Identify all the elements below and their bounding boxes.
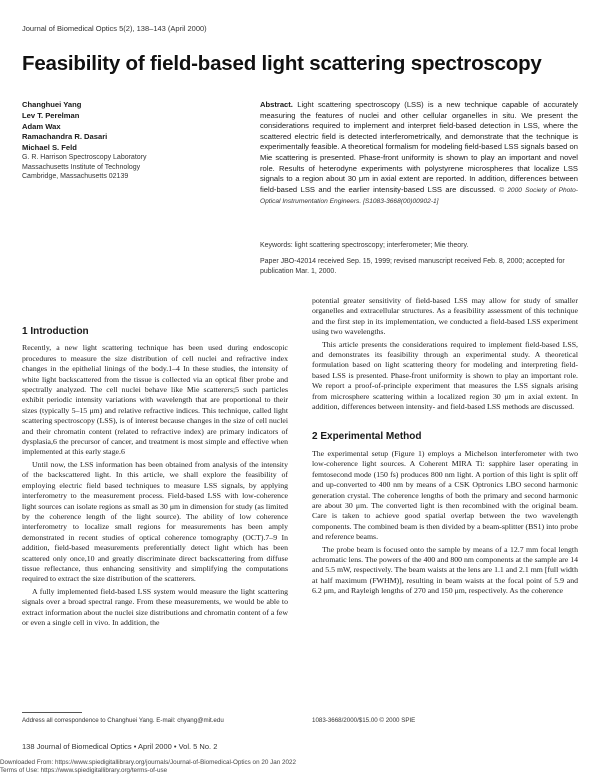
section-heading-introduction: 1 Introduction — [22, 326, 89, 337]
right-column — [312, 296, 578, 597]
download-url-line[interactable]: Downloaded From: https://www.spiedigitallibrary.org/journals/Journal-of-Biomedical-Optics on 20 Jan 2022 — [0, 759, 296, 766]
author-list — [22, 100, 237, 154]
author-name: Changhuei Yang — [22, 100, 82, 109]
body-paragraph: The experimental setup (Figure 1) employs a Michelson interferometer with two low-coherence light sources. A Coherent MIRA Ti: sapphire laser operating in femtosecond mode (150 fs) produces 800 nm light. A portion of this light is split off and up-converted to 400 nm by means of a CSK Optronics LBO second harmonic generation crystal. The coherence lengths of both the primary and second harmonic are about 30 μm. The converted light is then recombined with the original beam. Care is taken to achieve good spatial overlap between the two wavelength components. The combined beam is then divided by a beam-splitter (BS1) into probe and reference beams. — [312, 448, 578, 542]
affiliation-line: Massachusetts Institute of Technology — [22, 163, 141, 171]
paper-history: Paper JBO-42014 received Sep. 15, 1999; revised manuscript received Feb. 8, 2000; accepted for publication Mar. 1, 2000. — [260, 258, 565, 275]
author-name: Michael S. Feld — [22, 143, 77, 153]
issn-footnote: 1083-3668/2000/$15.00 © 2000 SPIE — [312, 717, 416, 724]
left-column — [22, 327, 288, 628]
body-paragraph: Until now, the LSS information has been obtained from analysis of the intensity of the backscattered light. In this article, we shall explore the feasibility of employing electric field based techniques to measure LSS signals, by applying interferometry to the measurement process. Field-based LSS with low-coherence light sources can isolate regions as small as 30 μm in dimension for study (as limited by the coherence length of the light source). The ability of low coherence interferometry to localize small regions for measurements has been amply demonstrated in recent studies of optical coherence tomography (OCT).7–9 In addition, field-based measurements preferentially detect light which has been scattered only once,10 and greatly discriminate direct backscattering from diffuse tissue reflectance, thus enhancing sensitivity and simplifying the computations required to extract the size distribution of the scatterers. — [22, 459, 288, 584]
author-name: Adam Wax — [22, 121, 61, 131]
body-paragraph: This article presents the considerations required to implement field-based LSS, and demonstrates its feasibility through an experimental study. A theoretical formulation based on light scattering theory for modeling and interpreting field-based LSS is presented. Phase-front uniformity is shown to play an important role. We report a proof-of-principle experiment that measures the LSS signals arising from microsphere scattering within a localized region 30 μm in axial extent. In addition, differences between intensity- and field-based LSS methods are discussed. — [312, 339, 578, 412]
keywords: Keywords: light scattering spectroscopy; interferometer; Mie theory. — [260, 242, 469, 249]
abstract-copyright: © 2000 Society of Photo-Optical Instrumentation Engineers. [S1083-3668(00)00902-1] — [260, 186, 578, 206]
abstract — [260, 100, 578, 208]
journal-header: Journal of Biomedical Optics 5(2), 138–143 (April 2000) — [22, 24, 207, 33]
body-paragraph: The probe beam is focused onto the sample by means of a 12.7 mm focal length achromatic lens. The powers of the 400 and 800 nm components at the sample are 14 and 5.5 mW, respectively. The beam waists at the lens are 1.1 and 2.1 mm [full width at half maximum (FWHM)], resulting in beam waists at the focal point of 5.9 and 6.2 μm, and Rayleigh lengths of 270 and 150 μm, respectively. As the coherence — [312, 544, 578, 596]
paper-title: Feasibility of field-based light scattering spectroscopy — [22, 52, 542, 75]
author-name: Ramachandra R. Dasari — [22, 132, 108, 142]
download-notice — [0, 759, 296, 775]
footnote-divider — [22, 712, 82, 713]
terms-of-use-line[interactable]: Terms of Use: https://www.spiedigitallibrary.org/terms-of-use — [0, 766, 168, 774]
body-paragraph: A fully implemented field-based LSS system would measure the light scattering signals over a broad spectral range. From these measurements, we would be able to extract information about the nuclei size distributions and chromatin content of a few or even a single cell in vivo. In addition, the — [22, 586, 288, 627]
affiliation-line: G. R. Harrison Spectroscopy Laboratory — [22, 154, 147, 161]
section-heading-experimental-method: 2 Experimental Method — [312, 431, 422, 443]
correspondence-footnote: Address all correspondence to Changhuei Yang. E-mail: chyang@mit.edu — [22, 717, 224, 724]
body-paragraph: potential greater sensitivity of field-based LSS may allow for study of smaller organelles and extracellular structures. As a feasibility assessment of this technique and the first step in its implementation, we conducted a field-based LSS experiment using two wavelengths. — [312, 296, 578, 337]
abstract-label: Abstract. — [260, 100, 293, 109]
author-name: Lev T. Perelman — [22, 110, 80, 120]
affiliation-line: Cambridge, Massachusetts 02139 — [22, 173, 129, 180]
body-paragraph: Recently, a new light scattering technique has been used during endoscopic procedures to measure the size distribution of cell nuclei and refractive index changes in the epithelial linings of the body.1–4 In these studies, the intensity of white light backscattered from the tissue is collected via an optical fiber probe and spectrally analyzed. The cell nuclei behave like Mie scatterers;5 such particles exhibit periodic intensity variations with wavelength that are proportional to their sizes (typically 5–15 μm) and relative refractive indices. This technique, called light scattering spectroscopy (LSS), is of interest because changes in the size of cell nuclei and their chromatin content (related to refractive index) are primary indicators of dysplasia,6 the precursor of cancer, and treatment is most simple and effective when implemented at this early stage.6 — [22, 343, 288, 457]
affiliation — [22, 153, 237, 182]
abstract-text: Light scattering spectroscopy (LSS) is a new technique capable of accurately measuring the features of nuclei and other cellular organelles in situ. We present the considerations required to implement and interpret field-based detection in LSS, where the scattered electric field is detected interferometrically, and demonstrate that the technique is experimentally feasible. A theoretical formalism for modeling field-based LSS signals based on Mie scattering is presented. Phase-front uniformity is shown to play an important and novel role. Results of heterodyne experiments with polystyrene microspheres that localize LSS signals to a region about 30 μm in axial extent are reported. In addition, differences between field-based LSS and the earlier intensity-based LSS are discussed. — [260, 100, 578, 194]
page-footer: 138 Journal of Biomedical Optics • April 2000 • Vol. 5 No. 2 — [22, 742, 218, 751]
